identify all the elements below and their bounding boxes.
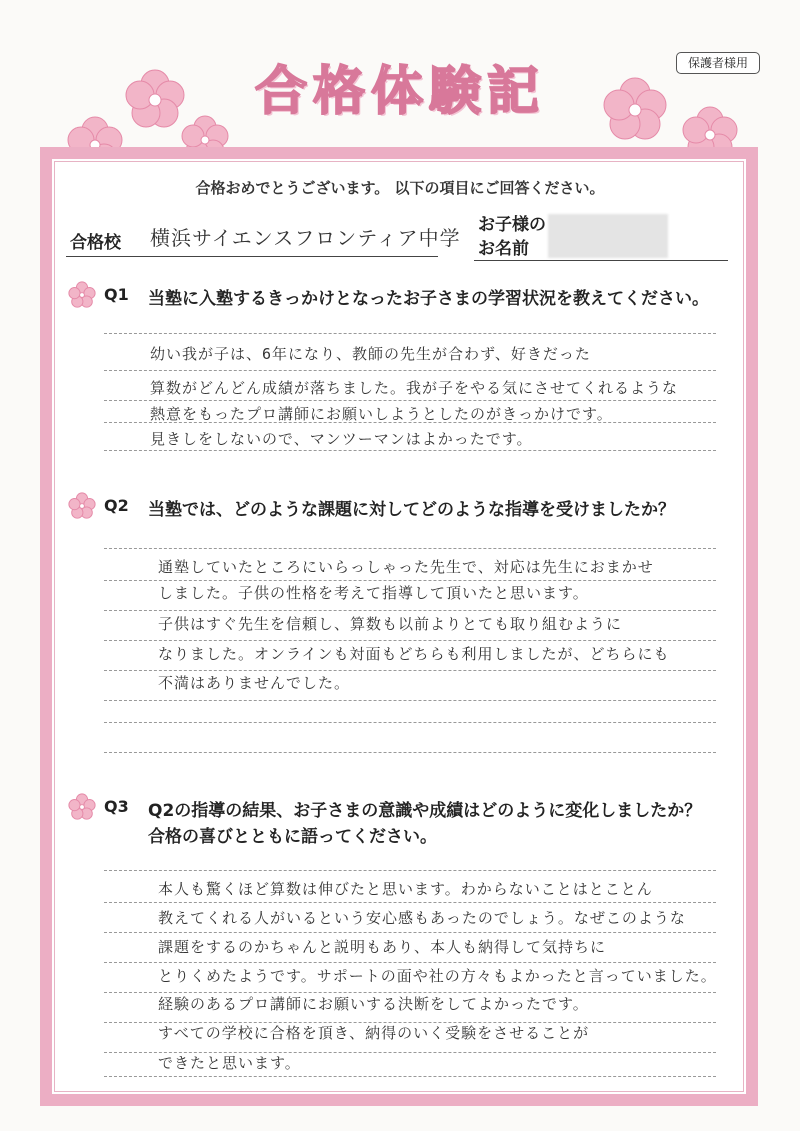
answer-line: [104, 932, 716, 933]
answer-line: [104, 902, 716, 903]
answer-line: [104, 640, 716, 641]
q2-answer-line: 通塾していたところにいらっしゃった先生で、対応は先生におまかせ: [158, 558, 654, 576]
child-name-label-2: お名前: [478, 239, 529, 259]
intro-text: 合格おめでとうございます。 以下の項目にご回答ください。: [195, 179, 605, 197]
answer-line: [104, 962, 716, 963]
school-label: 合格校: [70, 233, 121, 253]
q2-answer-line: 不満はありませんでした。: [158, 674, 351, 692]
q3-answer-line: 本人も驚くほど算数は伸びたと思います。わからないことはとことん: [158, 880, 653, 898]
q3-answer-line: 課題をするのかちゃんと説明もあり、本人も納得して気持ちに: [158, 938, 607, 956]
guardian-use-badge: 保護者様用: [676, 52, 760, 74]
q3-question-line-2: 合格の喜びとともに語ってください。: [148, 827, 437, 847]
sakura-bullet-icon: [66, 280, 98, 310]
q1-question: 当塾に入塾するきっかけとなったお子さまの学習状況を教えてください。: [148, 289, 709, 309]
school-underline: [66, 256, 438, 257]
child-name-label-1: お子様の: [478, 215, 546, 235]
q3-answer-line: 経験のあるプロ講師にお願いする決断をしてよかったです。: [158, 995, 589, 1013]
school-value: 横浜サイエンスフロンティア中学: [150, 226, 461, 250]
q2-question: 当塾では、どのような課題に対してどのような指導を受けましたか？: [148, 500, 675, 520]
answer-line: [104, 333, 716, 334]
name-redaction: [548, 214, 668, 258]
q2-number: Q2: [104, 496, 129, 515]
q2-answer-line: しました。子供の性格を考えて指導して頂いたと思います。: [158, 584, 589, 602]
answer-line: [104, 670, 716, 671]
answer-line: [104, 752, 716, 753]
page-title: 合格体験記: [254, 61, 545, 122]
name-underline: [474, 260, 728, 261]
answer-line: [104, 450, 716, 451]
sakura-bullet-icon: [66, 491, 98, 521]
q1-answer-line: 幼い我が子は、6年になり、教師の先生が合わず、好きだった: [150, 345, 591, 363]
q3-answer-line: すべての学校に合格を頂き、納得のいく受験をさせることが: [158, 1024, 590, 1042]
answer-line: [104, 1076, 716, 1077]
sakura-bullet-icon: [66, 792, 98, 822]
answer-line: [104, 700, 716, 701]
answer-line: [104, 870, 716, 871]
q1-number: Q1: [104, 285, 129, 304]
answer-line: [104, 580, 716, 581]
answer-line: [104, 610, 716, 611]
q3-answer-line: とりくめたようです。サポートの面や社の方々もよかったと言っていました。: [158, 967, 717, 985]
q2-answer-line: なりました。オンラインも対面もどちらも利用しましたが、どちらにも: [158, 645, 670, 663]
answer-line: [104, 548, 716, 549]
q3-number: Q3: [104, 797, 129, 816]
q1-answer-line: 熱意をもったプロ講師にお願いしようとしたのがきっかけです。: [150, 405, 613, 423]
q3-answer-line: 教えてくれる人がいるという安心感もあったのでしょう。なぜこのような: [158, 909, 686, 927]
q1-answer-line: 算数がどんどん成績が落ちました。我が子をやる気にさせてくれるような: [150, 379, 679, 397]
answer-line: [104, 400, 716, 401]
q1-answer-line: 見きしをしないので、マンツーマンはよかったです。: [150, 430, 533, 448]
q3-question-line-1: Q2の指導の結果、お子さまの意識や成績はどのように変化しましたか？: [148, 801, 702, 821]
q3-answer-line: できたと思います。: [158, 1054, 301, 1072]
q2-answer-line: 子供はすぐ先生を信頼し、算数も以前よりとても取り組むように: [158, 615, 623, 633]
answer-line: [104, 722, 716, 723]
answer-line: [104, 370, 716, 371]
